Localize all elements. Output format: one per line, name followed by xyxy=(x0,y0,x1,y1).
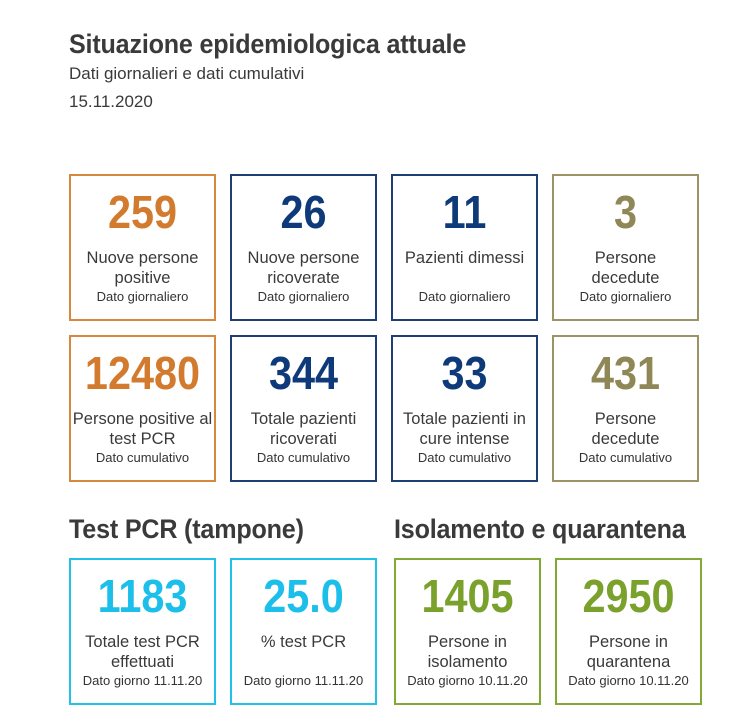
page-date: 15.11.2020 xyxy=(69,92,153,111)
card-total-positives xyxy=(69,335,216,482)
card-deaths-daily xyxy=(552,174,699,321)
card-value: 26 xyxy=(280,186,327,238)
card-new-positives xyxy=(69,174,216,321)
card-note: Dato giorno 10.11.20 xyxy=(568,673,689,688)
card-total-tests xyxy=(69,558,216,705)
card-intensive-care xyxy=(391,335,538,482)
card-deaths-total xyxy=(552,335,699,482)
card-note: Dato cumulativo xyxy=(256,450,351,465)
card-total-hospitalized xyxy=(230,335,377,482)
card-label: Totale test PCR effettuati xyxy=(85,633,200,671)
card-value: 12480 xyxy=(84,347,201,399)
card-label: Persone in quarantena xyxy=(586,633,671,671)
card-note: Dato cumulativo xyxy=(578,450,673,465)
card-discharged xyxy=(391,174,538,321)
card-label: Totale pazienti in cure intense xyxy=(403,410,526,448)
card-label: Totale pazienti ricoverati xyxy=(250,410,357,448)
card-note: Dato giornaliero xyxy=(579,289,672,304)
card-note: Dato giorno 10.11.20 xyxy=(407,673,528,688)
card-note: Dato giornaliero xyxy=(96,289,189,304)
card-value: 3 xyxy=(613,186,638,238)
card-value: 33 xyxy=(441,347,488,399)
card-quarantine xyxy=(555,558,702,705)
card-isolation xyxy=(394,558,541,705)
card-note: Dato giorno 11.11.20 xyxy=(243,673,364,688)
card-new-hospitalized xyxy=(230,174,377,321)
card-value: 344 xyxy=(268,347,339,399)
card-label: Persone in isolamento xyxy=(427,633,508,671)
card-label: Persone positive al test PCR xyxy=(72,410,213,448)
card-label: Pazienti dimessi xyxy=(404,249,525,267)
card-label: Persone decedute xyxy=(591,410,660,448)
card-label: Nuove persone ricoverate xyxy=(247,249,360,287)
card-label: Persone decedute xyxy=(591,249,660,287)
card-value: 1405 xyxy=(421,570,514,622)
section-title-isolation: Isolamento e quarantena xyxy=(394,514,686,544)
card-note: Dato cumulativo xyxy=(95,450,190,465)
card-value: 259 xyxy=(107,186,178,238)
card-note: Dato giornaliero xyxy=(418,289,511,304)
card-note: Dato giorno 11.11.20 xyxy=(82,673,203,688)
page-title: Situazione epidemiologica attuale xyxy=(69,29,467,59)
card-positive-rate xyxy=(230,558,377,705)
card-value: 25.0 xyxy=(263,570,344,622)
card-value: 431 xyxy=(590,347,661,399)
card-value: 1183 xyxy=(97,570,188,622)
card-value: 11 xyxy=(442,186,487,238)
card-note: Dato giornaliero xyxy=(257,289,350,304)
page-subtitle: Dati giornalieri e dati cumulativi xyxy=(69,64,305,83)
card-label: Nuove persone positive xyxy=(86,249,199,287)
card-note: Dato cumulativo xyxy=(417,450,512,465)
card-value: 2950 xyxy=(582,570,675,622)
card-label: % test PCR xyxy=(260,633,347,651)
section-title-tests: Test PCR (tampone) xyxy=(69,514,304,544)
